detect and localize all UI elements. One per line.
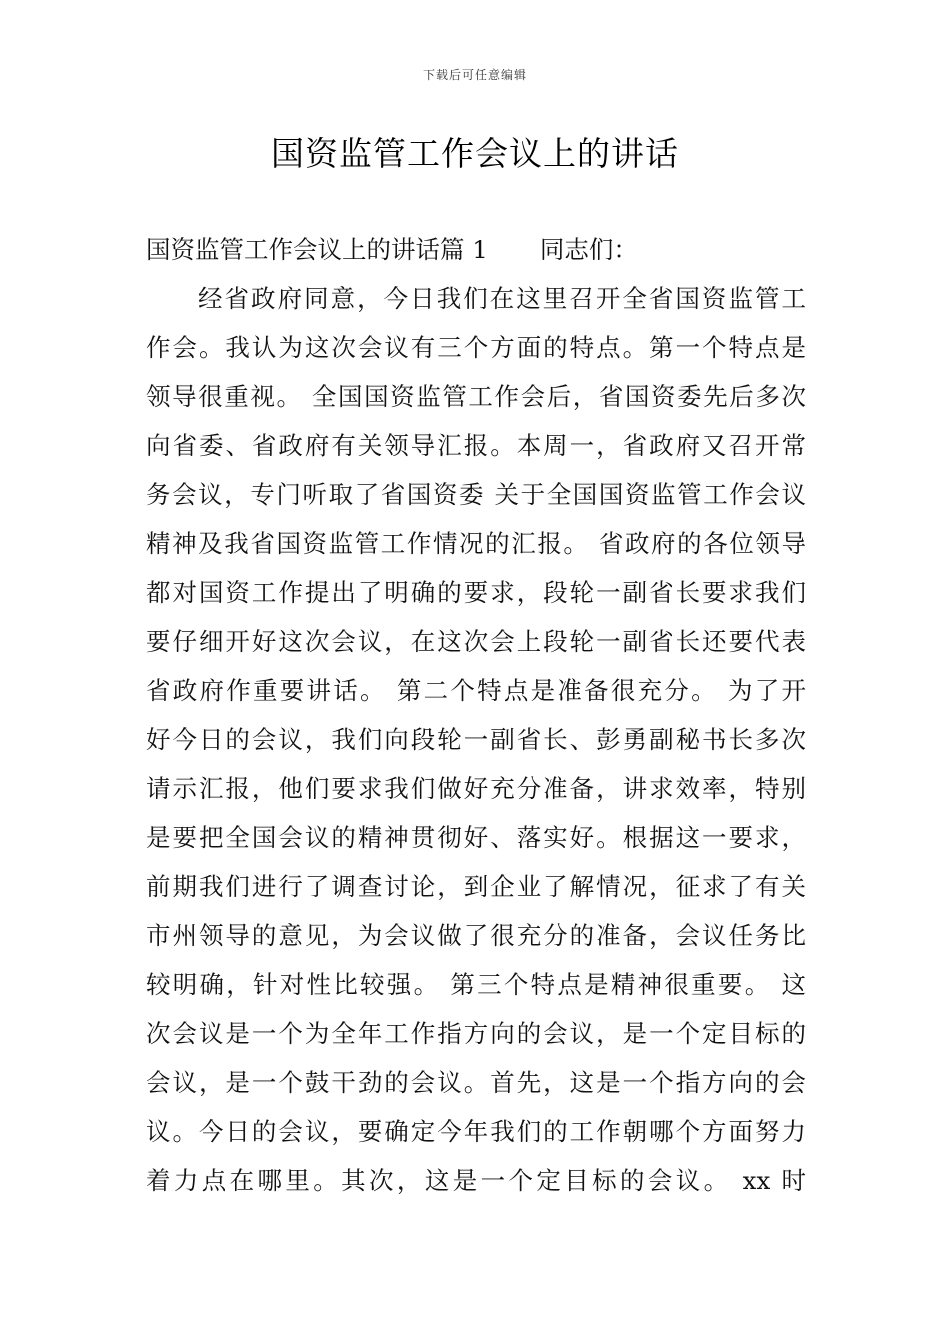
intro-line	[146, 225, 806, 274]
paragraph-line: 是要把全国会议的精神贯彻好、落实好。根据这一要求，	[146, 823, 806, 852]
paragraph-line: 会议，是一个鼓干劲的会议。首先，这是一个指方向的会	[146, 1068, 806, 1097]
paragraph-line: 着力点在哪里。其次，这是一个定目标的会议。 xx 时	[146, 1166, 806, 1195]
paragraph-line: 请示汇报，他们要求我们做好充分准备，讲求效率，特别	[146, 774, 806, 803]
paragraph-line: 务会议，专门听取了省国资委 关于全国国资监管工作会议	[146, 480, 806, 509]
paragraph-line: 市州领导的意见，为会议做了很充分的准备，会议任务比	[146, 921, 806, 950]
document-title: 国资监管工作会议上的讲话	[271, 134, 679, 173]
paragraph-line: 领导很重视。 全国国资监管工作会后，省国资委先后多次	[146, 382, 806, 411]
paragraph-line: 次会议是一个为全年工作指方向的会议，是一个定目标的	[146, 1019, 806, 1048]
paragraph-line: 前期我们进行了调查讨论，到企业了解情况，征求了有关	[146, 872, 806, 901]
paragraph-line: 要仔细开好这次会议，在这次会上段轮一副省长还要代表	[146, 627, 806, 656]
paragraph-line: 省政府作重要讲话。 第二个特点是准备很充分。 为了开	[146, 676, 806, 705]
paragraph-line: 好今日的会议，我们向段轮一副省长、彭勇副秘书长多次	[146, 725, 806, 754]
paragraph-line: 经省政府同意，今日我们在这里召开全省国资监管工	[198, 284, 806, 313]
paragraph-line: 作会。我认为这次会议有三个方面的特点。第一个特点是	[146, 333, 806, 362]
paragraph-line: 议。今日的会议，要确定今年我们的工作朝哪个方面努力	[146, 1117, 806, 1146]
paragraph-line: 精神及我省国资监管工作情况的汇报。 省政府的各位领导	[146, 529, 806, 558]
document-body	[146, 225, 806, 1205]
salutation: 同志们：	[539, 235, 638, 264]
section-heading: 国资监管工作会议上的讲话篇 1	[146, 235, 488, 264]
header-note: 下载后可任意编辑	[422, 68, 527, 82]
paragraph-line: 都对国资工作提出了明确的要求，段轮一副省长要求我们	[146, 578, 806, 607]
paragraph-line: 较明确，针对性比较强。 第三个特点是精神很重要。 这	[146, 970, 806, 999]
paragraph-line: 向省委、省政府有关领导汇报。本周一，省政府又召开常	[146, 431, 806, 460]
